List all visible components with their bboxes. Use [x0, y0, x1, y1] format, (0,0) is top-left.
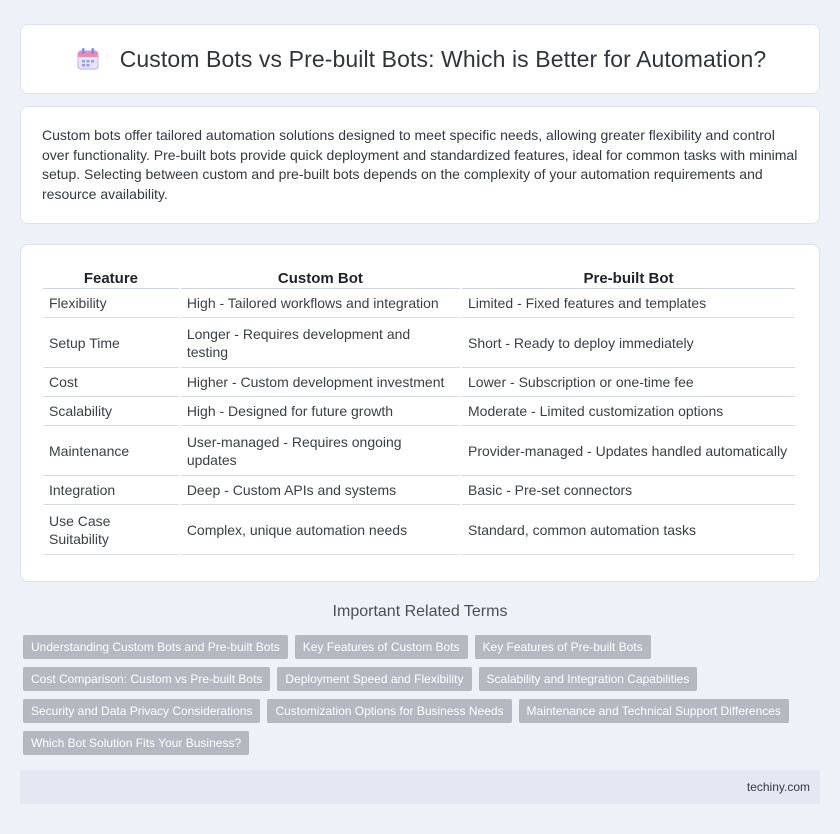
header-custom-bot: Custom Bot: [181, 265, 460, 289]
cell-feature: Scalability: [43, 397, 179, 426]
tag-row: [23, 635, 823, 659]
cell-prebuilt: Lower - Subscription or one-time fee: [462, 368, 795, 397]
comparison-table: [41, 265, 797, 555]
intro-paragraph: Custom bots offer tailored automation solutions designed to meet specific needs, allowing greater flexibility and control over functionality. Pre-built bots provide quick deployment and standardized features, ideal for common tasks with minimal setup. Selecting between custom and pre-built bots depends on the complexity of your automation requirements and resource availability.: [42, 127, 798, 202]
table-row: [43, 505, 795, 555]
header-pre-built-bot: Pre-built Bot: [462, 265, 795, 289]
cell-prebuilt: Standard, common automation tasks: [462, 505, 795, 555]
cell-prebuilt: Limited - Fixed features and templates: [462, 289, 795, 318]
cell-custom: User-managed - Requires ongoing updates: [181, 426, 460, 476]
title-wrap: [74, 45, 767, 73]
cell-feature: Setup Time: [43, 318, 179, 368]
header-feature: Feature: [43, 265, 179, 289]
table-row: [43, 426, 795, 476]
tag-row: [23, 699, 823, 723]
cell-prebuilt: Provider-managed - Updates handled automatically: [462, 426, 795, 476]
cell-feature: Maintenance: [43, 426, 179, 476]
table-row: [43, 318, 795, 368]
related-term-tag[interactable]: Which Bot Solution Fits Your Business?: [23, 731, 249, 755]
calendar-icon: [74, 45, 102, 73]
cell-prebuilt: Basic - Pre-set connectors: [462, 476, 795, 505]
table-header-row: [43, 265, 795, 289]
cell-custom: Longer - Requires development and testing: [181, 318, 460, 368]
related-terms-title: Important Related Terms: [332, 603, 508, 620]
cell-custom: High - Designed for future growth: [181, 397, 460, 426]
cell-custom: Higher - Custom development investment: [181, 368, 460, 397]
related-term-tag[interactable]: Deployment Speed and Flexibility: [277, 667, 471, 691]
intro-card: [20, 106, 820, 224]
page-title: Custom Bots vs Pre-built Bots: Which is Better for Automation?: [119, 45, 767, 72]
related-term-tag[interactable]: Key Features of Custom Bots: [295, 635, 468, 659]
cell-prebuilt: Moderate - Limited customization options: [462, 397, 795, 426]
cell-feature: Flexibility: [43, 289, 179, 318]
table-row: [43, 476, 795, 505]
related-terms-tags: [23, 635, 823, 763]
cell-feature: Use Case Suitability: [43, 505, 179, 555]
table-row: [43, 289, 795, 318]
related-term-tag[interactable]: Scalability and Integration Capabilities: [479, 667, 698, 691]
related-term-tag[interactable]: Key Features of Pre-built Bots: [475, 635, 651, 659]
cell-prebuilt: Short - Ready to deploy immediately: [462, 318, 795, 368]
tag-row: [23, 731, 823, 755]
table-row: [43, 397, 795, 426]
footer: [20, 770, 820, 804]
related-term-tag[interactable]: Security and Data Privacy Considerations: [23, 699, 260, 723]
cell-feature: Integration: [43, 476, 179, 505]
related-term-tag[interactable]: Understanding Custom Bots and Pre-built Bots: [23, 635, 288, 659]
cell-feature: Cost: [43, 368, 179, 397]
related-term-tag[interactable]: Customization Options for Business Needs: [267, 699, 511, 723]
footer-site-name[interactable]: techiny.com: [746, 780, 810, 794]
related-term-tag[interactable]: Maintenance and Technical Support Differences: [519, 699, 789, 723]
cell-custom: High - Tailored workflows and integration: [181, 289, 460, 318]
tag-row: [23, 667, 823, 691]
comparison-table-card: [20, 244, 820, 582]
header-card: [20, 24, 820, 94]
cell-custom: Complex, unique automation needs: [181, 505, 460, 555]
related-term-tag[interactable]: Cost Comparison: Custom vs Pre-built Bots: [23, 667, 270, 691]
cell-custom: Deep - Custom APIs and systems: [181, 476, 460, 505]
table-row: [43, 368, 795, 397]
